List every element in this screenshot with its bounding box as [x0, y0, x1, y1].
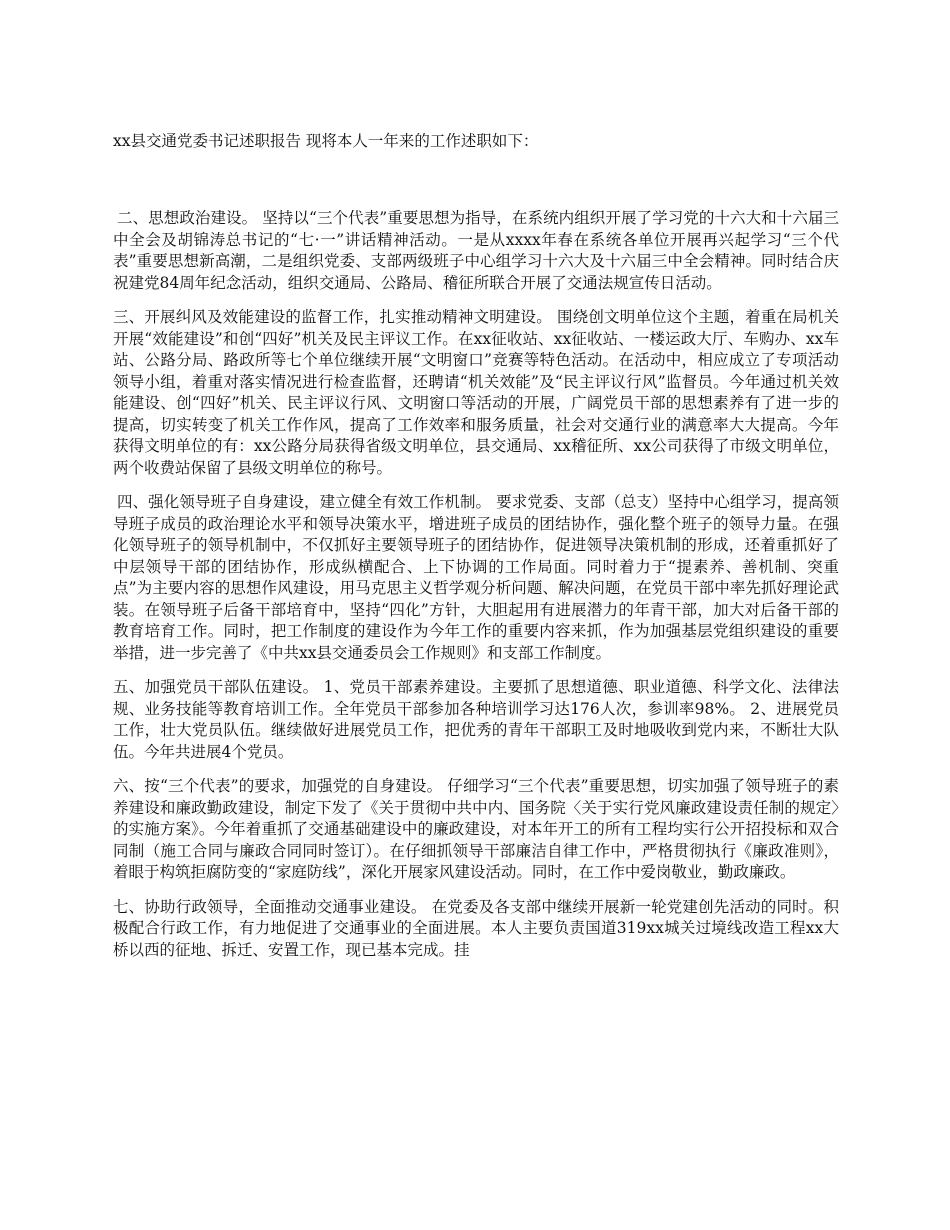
paragraph-cadre-team-building: 五、加强党员干部队伍建设。 1、党员干部素养建设。主要抓了思想道德、职业道德、科学文化、法律法规、业务技能等教育培训工作。全年党员干部参加各种培训学习达176人次，参训率98%。 2、进展党员工作，壮大党员队伍。继续做好进展党员工作，把优秀的青年干部职工及时地吸收到党内来，不断壮大队伍。今年共进展4个党员。	[113, 678, 839, 761]
paragraph-conduct-supervision: 三、开展纠风及效能建设的监督工作，扎实推动精神文明建设。 围绕创文明单位这个主题，着重在局机关开展“效能建设”和创“四好”机关及民主评议工作。在xx征收站、xx征收站、一楼运政大厅、车购办、xx车站、公路分局、路政所等七个单位继续开展“文明窗口”竞赛等特色活动。在活动中，相应成立了专项活动领导小组，着重对落实情况进行检查监督，还聘请“机关效能”及“民主评议行风”监督员。今年通过机关效能建设、创“四好”机关、民主评议行风、文明窗口等活动的开展，广阔党员干部的思想素养有了进一步的提高，切实转变了机关工作作风，提高了工作效率和服务质量，社会对交通行业的满意率大大提高。今年获得文明单位的有：xx公路分局获得省级文明单位，县交通局、xx稽征所、xx公司获得了市级文明单位，两个收费站保留了县级文明单位的称号。	[113, 308, 839, 477]
paragraph-leadership-building: 四、强化领导班子自身建设，建立健全有效工作机制。 要求党委、支部（总支）坚持中心组学习，提高领导班子成员的政治理论水平和领导决策水平，增进班子成员的团结协作，强化整个班子的领导力量。在强化领导班子的领导机制中，不仅抓好主要领导班子的团结协作，促进领导决策机制的形成，还着重抓好了中层领导干部的团结协作，形成纵横配合、上下协调的工作局面。同时着力于“提素养、善机制、突重点”为主要内容的思想作风建设，用马克思主义哲学观分析问题、解决问题，在党员干部中率先抓好理论武装。在领导班子后备干部培育中，坚持“四化”方针，大胆起用有进展潜力的年青干部，加大对后备干部的教育培育工作。同时，把工作制度的建设作为今年工作的重要内容来抓，作为加强基层党组织建设的重要举措，进一步完善了《中共xx县交通委员会工作规则》和支部工作制度。	[113, 493, 839, 662]
document-page	[113, 130, 839, 974]
paragraph-ideological-building: 二、思想政治建设。 坚持以“三个代表”重要思想为指导，在系统内组织开展了学习党的十六大和十六届三中全会及胡锦涛总书记的“七·一”讲话精神活动。一是从xxxx年春在系统各单位开展再兴起学习“三个代表”重要思想新高潮，二是组织党委、支部两级班子中心组学习十六大及十六届三中全会精神。同时结合庆祝建党84周年纪念活动，组织交通局、公路局、稽征所联合开展了交通法规宣传日活动。	[113, 209, 839, 292]
document-title-line: xx县交通党委书记述职报告 现将本人一年来的工作述职如下：	[113, 132, 539, 150]
paragraph-administrative-support: 七、协助行政领导，全面推动交通事业建设。 在党委及各支部中继续开展新一轮党建创先活动的同时。积极配合行政工作，有力地促进了交通事业的全面进展。本人主要负责国道319xx城关过境线改造工程xx大桥以西的征地、拆迁、安置工作，现已基本完成。挂	[113, 897, 839, 959]
paragraph-party-self-building: 六、按“三个代表”的要求，加强党的自身建设。 仔细学习“三个代表”重要思想，切实加强了领导班子的素养建设和廉政勤政建设，制定下发了《关于贯彻中共中内、国务院〈关于实行党风廉政建设责任制的规定〉的实施方案》。今年着重抓了交通基础建设中的廉政建设，对本年开工的所有工程均实行公开招投标和双合同制（施工合同与廉政合同同时签订）。在仔细抓领导干部廉洁自律工作中，严格贯彻执行《廉政准则》，着眼于构筑拒腐防变的“家庭防线”，深化开展家风建设活动。同时，在工作中爱岗敬业，勤政廉政。	[113, 777, 839, 881]
